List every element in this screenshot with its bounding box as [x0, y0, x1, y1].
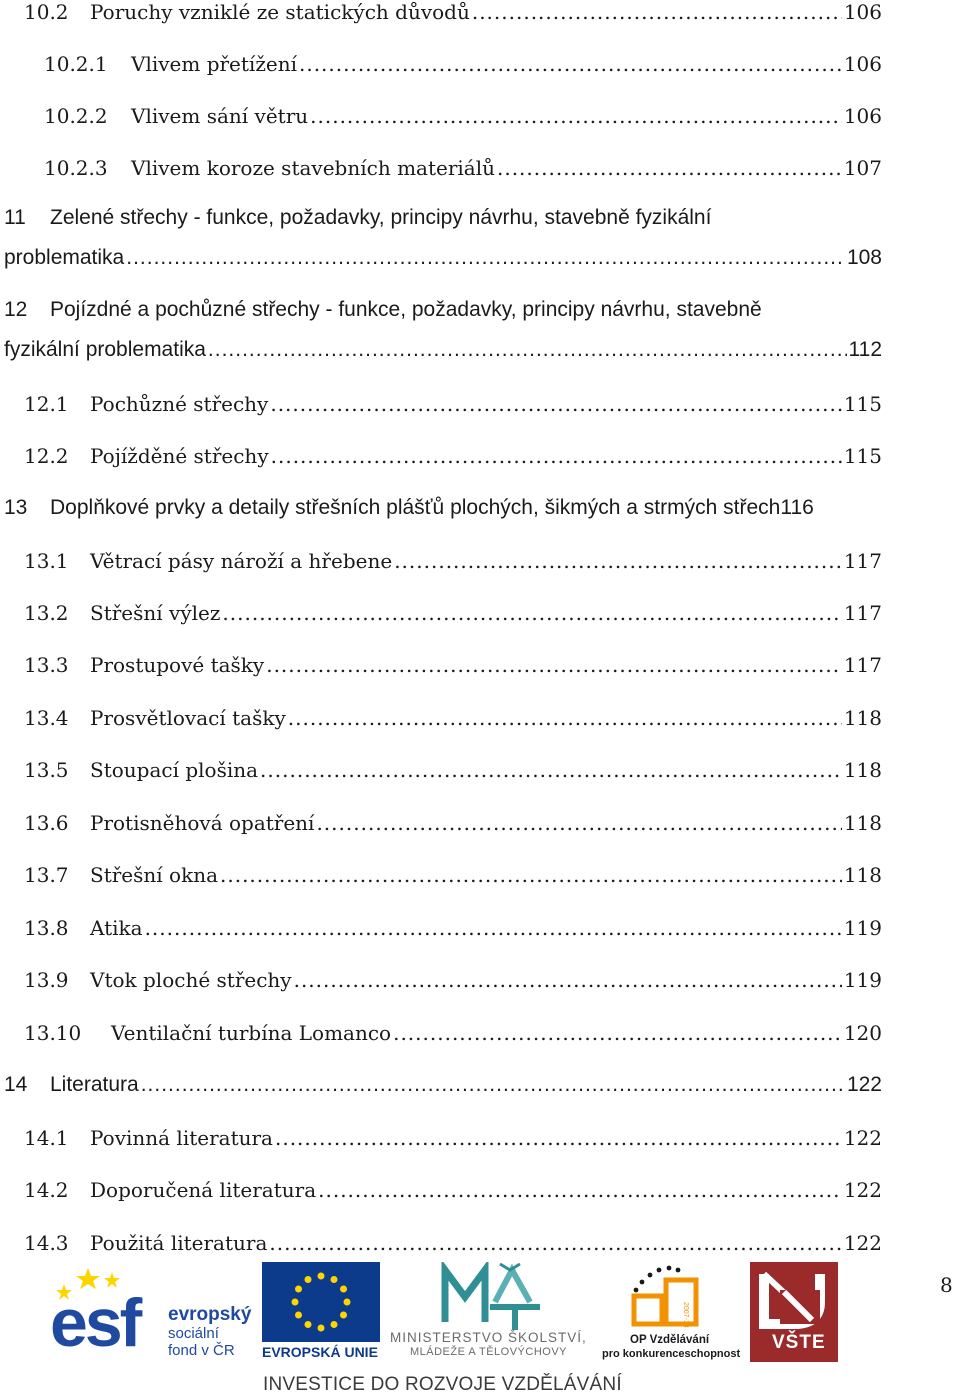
toc-page: 117	[843, 549, 882, 573]
eu-label: EVROPSKÁ UNIE	[262, 1344, 378, 1360]
toc-page: 122	[843, 1126, 882, 1150]
toc-title: Pochůzné střechy	[90, 392, 269, 416]
toc-number: 12.2	[24, 444, 69, 468]
toc-title: Doplňkové prvky a detaily střešních plášťů plochých, šikmých a strmých střech	[50, 496, 781, 519]
toc-entry[interactable]	[24, 1231, 882, 1255]
toc-leader	[222, 601, 841, 625]
toc-title: Zelené střechy - funkce, požadavky, principy návrhu, stavebně fyzikální	[50, 206, 712, 229]
toc-title: Stoupací plošina	[90, 758, 259, 782]
toc-page: 106	[843, 0, 882, 24]
op-emblem-icon	[628, 1262, 708, 1334]
toc-title: Prosvětlovací tašky	[90, 706, 286, 730]
toc-title: Vtok ploché střechy	[90, 968, 292, 992]
toc-page: 117	[843, 601, 882, 625]
toc-title: Použitá literatura	[90, 1231, 268, 1255]
eu-logo	[262, 1262, 382, 1362]
toc-number: 13.4	[24, 706, 69, 730]
toc-title: Pojížděné střechy	[90, 444, 269, 468]
msmt-emblem-icon	[440, 1262, 550, 1332]
toc-page: 120	[843, 1021, 882, 1045]
toc-title-continued: problematika	[4, 246, 125, 269]
toc-leader	[220, 863, 842, 887]
footer-tagline: INVESTICE DO ROZVOJE VZDĚLÁVÁNÍ	[263, 1374, 622, 1395]
toc-page: 108	[846, 246, 882, 269]
toc-entry[interactable]	[24, 653, 882, 677]
toc-leader	[145, 916, 842, 940]
op-logo	[600, 1262, 740, 1362]
toc-number: 10.2	[24, 0, 69, 24]
toc-leader	[126, 246, 845, 270]
toc-title: Atika	[90, 916, 143, 940]
toc-entry[interactable]	[24, 549, 882, 573]
toc-page: 122	[843, 1231, 882, 1255]
toc-leader	[299, 52, 842, 76]
toc-entry[interactable]	[24, 601, 882, 625]
toc-number: 11	[4, 206, 26, 229]
toc-number: 13.10	[24, 1021, 82, 1045]
toc-title: Doporučená literatura	[90, 1178, 317, 1202]
op-line2: pro konkurenceschopnost	[602, 1348, 741, 1360]
toc-entry[interactable]	[24, 758, 882, 782]
toc-leader	[316, 811, 841, 835]
toc-leader	[208, 338, 847, 362]
toc-leader	[393, 1021, 842, 1045]
toc-title: Větrací pásy nároží a hřebene	[90, 549, 393, 573]
toc-entry[interactable]	[24, 1021, 882, 1045]
toc-title: Střešní výlez	[90, 601, 221, 625]
toc-page: 117	[843, 653, 882, 677]
toc-page: 112	[848, 338, 882, 361]
toc-entry[interactable]	[24, 706, 882, 730]
msmt-line1: MINISTERSTVO ŠKOLSTVÍ,	[390, 1330, 587, 1345]
toc-entry[interactable]	[44, 156, 882, 180]
toc-number: 14.3	[24, 1231, 69, 1255]
toc-number: 14.2	[24, 1178, 69, 1202]
toc-number: 10.2.2	[44, 104, 108, 128]
toc-entry-line2[interactable]	[4, 246, 882, 270]
toc-page: 119	[843, 916, 882, 940]
toc-entry[interactable]	[24, 1178, 882, 1202]
toc-entry[interactable]	[24, 392, 882, 416]
msmt-logo	[390, 1262, 600, 1362]
toc-page: 106	[843, 104, 882, 128]
vste-label: VŠTE	[772, 1332, 826, 1353]
toc-number: 14	[4, 1073, 28, 1096]
toc-title: Protisněhová opatření	[90, 811, 315, 835]
toc-number: 12.1	[24, 392, 69, 416]
toc-number: 14.1	[24, 1126, 69, 1150]
toc-entry[interactable]	[24, 916, 882, 940]
toc-title: Povinná literatura	[90, 1126, 273, 1150]
toc-leader	[472, 0, 842, 24]
toc-leader	[271, 444, 842, 468]
toc-entry-line1[interactable]	[4, 298, 882, 322]
toc-leader	[141, 1073, 845, 1097]
toc-entry[interactable]	[24, 0, 882, 24]
toc-leader	[288, 706, 842, 730]
toc-leader	[294, 968, 842, 992]
toc-number: 13.6	[24, 811, 69, 835]
op-line1: OP Vzdělávání	[630, 1334, 710, 1346]
op-year: 2007-13	[682, 1302, 689, 1328]
toc-page: 122	[843, 1178, 882, 1202]
toc-entry[interactable]	[24, 863, 882, 887]
toc-leader	[260, 758, 842, 782]
toc-page: 118	[843, 706, 882, 730]
msmt-line2: MLÁDEŽE A TĚLOVÝCHOVY	[410, 1346, 568, 1358]
esf-line3: fond v ČR	[168, 1342, 235, 1359]
toc-title: Ventilační turbína Lomanco	[111, 1021, 392, 1045]
toc-leader	[310, 104, 842, 128]
toc-entry[interactable]	[24, 968, 882, 992]
toc-entry[interactable]	[44, 52, 882, 76]
toc-entry-line2[interactable]	[4, 338, 882, 362]
esf-logo	[50, 1262, 260, 1362]
toc-number: 10.2.1	[44, 52, 108, 76]
toc-leader	[497, 156, 842, 180]
eu-flag-icon	[262, 1262, 380, 1342]
toc-page: 106	[843, 52, 882, 76]
toc-leader	[269, 1231, 841, 1255]
toc-entry[interactable]	[24, 444, 882, 468]
toc-page: 119	[843, 968, 882, 992]
toc-title-continued: fyzikální problematika	[4, 338, 206, 361]
toc-page: 122	[846, 1073, 882, 1096]
toc-title: Vlivem přetížení	[131, 52, 297, 76]
toc-leader	[266, 653, 842, 677]
toc-number: 13.9	[24, 968, 69, 992]
toc-page: 107	[843, 156, 882, 180]
toc-page: 115	[843, 444, 882, 468]
toc-number: 13.7	[24, 863, 69, 887]
toc-number: 13.5	[24, 758, 69, 782]
toc-entry[interactable]	[24, 1126, 882, 1150]
page-number: 8	[940, 1273, 953, 1297]
toc-number: 12	[4, 298, 28, 321]
toc-title: Poruchy vzniklé ze statických důvodů	[90, 0, 470, 24]
toc-title: Střešní okna	[90, 863, 218, 887]
toc-entry[interactable]	[4, 1073, 882, 1097]
toc-number: 13.1	[24, 549, 69, 573]
toc-number: 13.8	[24, 916, 69, 940]
toc-leader	[270, 392, 841, 416]
toc-number: 13.2	[24, 601, 69, 625]
vste-logo	[750, 1262, 840, 1362]
toc-leader	[275, 1126, 842, 1150]
esf-line2: sociální	[168, 1325, 219, 1342]
toc-leader	[394, 549, 842, 573]
toc-title: Prostupové tašky	[90, 653, 265, 677]
toc-title: Vlivem koroze stavebních materiálů	[131, 156, 495, 180]
toc-page: 118	[843, 811, 882, 835]
toc-entry[interactable]	[44, 104, 882, 128]
esf-big-text: esf	[50, 1285, 140, 1361]
toc-title: Vlivem sání větru	[131, 104, 309, 128]
toc-entry[interactable]	[4, 496, 904, 520]
toc-number: 10.2.3	[44, 156, 108, 180]
toc-page: 118	[843, 758, 882, 782]
toc-page: 115	[843, 392, 882, 416]
toc-title: Pojízdné a pochůzné střechy - funkce, požadavky, principy návrhu, stavebně	[50, 298, 762, 321]
toc-page: 118	[843, 863, 882, 887]
toc-page: 116	[780, 496, 814, 519]
toc-leader	[318, 1178, 842, 1202]
esf-line1: evropský	[168, 1304, 252, 1325]
toc-number: 13	[4, 496, 28, 519]
toc-number: 13.3	[24, 653, 69, 677]
toc-title: Literatura	[50, 1073, 139, 1096]
toc-entry-line1[interactable]	[4, 206, 882, 230]
toc-entry[interactable]	[24, 811, 882, 835]
